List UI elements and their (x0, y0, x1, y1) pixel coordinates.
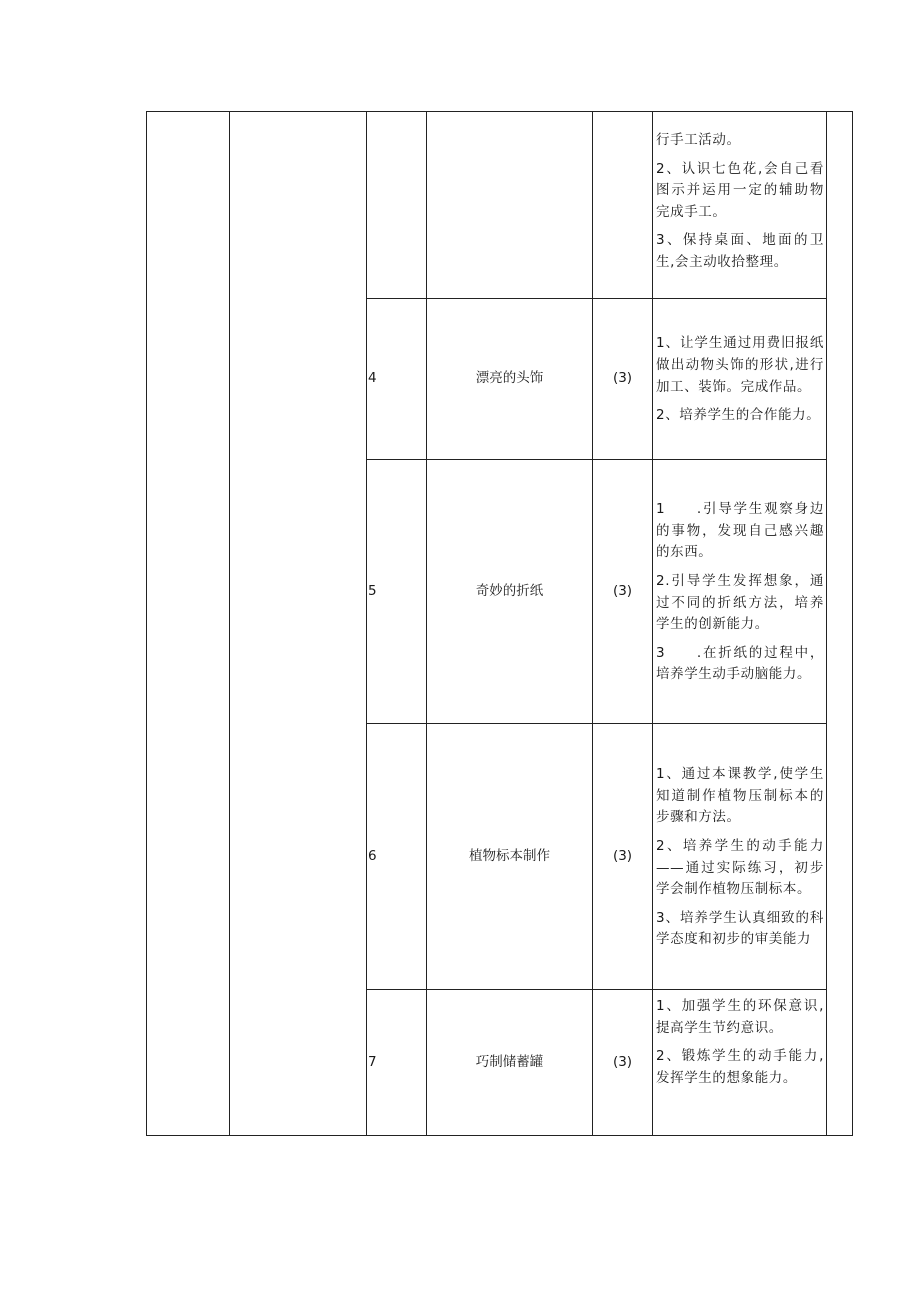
merged-cell-second (230, 112, 367, 1136)
goal-text: 行手工活动。 (656, 132, 741, 148)
goal-text: 1、加强学生的环保意识,提高学生节约意识。 (656, 998, 824, 1036)
goal-text: 2、培养学生的合作能力。 (656, 407, 821, 424)
lesson-goals (653, 112, 827, 299)
goal-text: 2.引导学生发挥想象，通过不同的折纸方法，培养学生的创新能力。 (656, 572, 824, 633)
lesson-goals (653, 299, 827, 460)
lesson-number: 4 (367, 299, 427, 460)
goal-text: 3、保持桌面、地面的卫生,会主动收拾整理。 (656, 232, 824, 270)
merged-cell-right (827, 112, 853, 1136)
lesson-goals (653, 460, 827, 724)
lesson-goals (653, 724, 827, 990)
goal-text: 1 .引导学生观察身边的事物，发现自己感兴趣的东西。 (656, 501, 824, 561)
lesson-number (367, 112, 427, 299)
lesson-title: 巧制储蓄罐 (427, 990, 593, 1136)
lesson-goals (653, 990, 827, 1136)
lesson-title (427, 112, 593, 299)
lesson-number: 7 (367, 990, 427, 1136)
goal-text: 2、锻炼学生的动手能力,发挥学生的想象能力。 (656, 1048, 824, 1086)
lesson-hours: (3) (593, 460, 653, 724)
lesson-title: 植物标本制作 (427, 724, 593, 990)
course-table (146, 111, 853, 1136)
table-row (147, 112, 853, 299)
lesson-hours: (3) (593, 724, 653, 990)
goal-text: 1、让学生通过用费旧报纸做出动物头饰的形状,进行加工、装饰。完成作品。 (656, 335, 824, 395)
lesson-title: 漂亮的头饰 (427, 299, 593, 460)
merged-cell-left (147, 112, 230, 1136)
lesson-hours: (3) (593, 299, 653, 460)
lesson-number: 5 (367, 460, 427, 724)
goal-text: 2、认识七色花,会自己看图示并运用一定的辅助物完成手工。 (656, 160, 824, 220)
goal-text: 1、通过本课教学,使学生知道制作植物压制标本的步骤和方法。 (656, 766, 824, 826)
goal-text: 2、培养学生的动手能力——通过实际练习，初步学会制作植物压制标本。 (656, 837, 824, 898)
lesson-hours (593, 112, 653, 299)
lesson-number: 6 (367, 724, 427, 990)
lesson-hours: (3) (593, 990, 653, 1136)
goal-text: 3、培养学生认真细致的科学态度和初步的审美能力 (656, 909, 824, 948)
lesson-title: 奇妙的折纸 (427, 460, 593, 724)
goal-text: 3 .在折纸的过程中，培养学生动手动脑能力。 (656, 644, 824, 683)
